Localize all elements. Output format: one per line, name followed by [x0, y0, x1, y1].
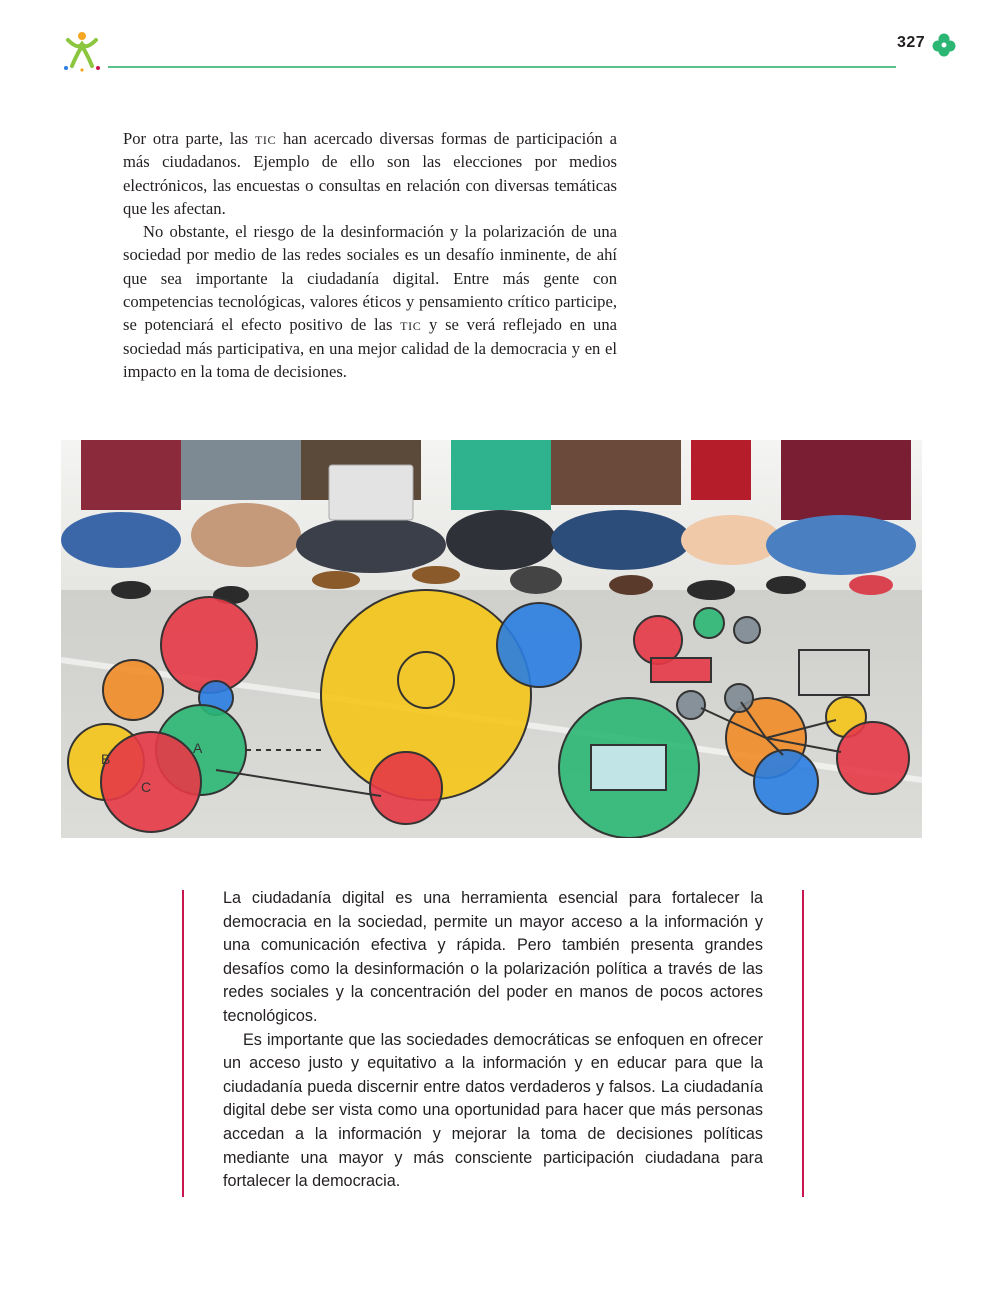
body-text — [123, 127, 617, 383]
svg-text:A: A — [193, 740, 203, 756]
callout-text — [223, 887, 763, 1194]
body-paragraph — [123, 127, 617, 220]
body-text-run: y se verá reflejado en una sociedad más participativa, en una mejor calidad de la democracia y en el impacto en la toma de decisiones. — [123, 315, 617, 381]
body-text-run: No obstante, el riesgo de la desinformación y la polarización de una sociedad por medio de las redes sociales es un desafío inminente, de ahí que sea importante la ciudadanía digital. Entre más gente con competencias tecnológicas, valores éticos y pensamiento crítico participe, se potenciará el efecto positivo de las — [123, 222, 617, 335]
green-clover-icon — [931, 32, 957, 58]
page-number: 327 — [897, 34, 926, 51]
callout-paragraph: Es importante que las sociedades democráticas se enfoquen en ofrecer un acceso justo y equitativo a la información y en educar para que la ciudadanía pueda discernir entre datos verdaderos y falsos. La ciudadanía digital debe ser vista como una oportunidad para hacer que más personas accedan a la información y mejorar la toma de decisiones políticas mediante una mayor y más consciente participación ciudadana para fortalecer la democracia. — [223, 1030, 763, 1191]
tic-acronym: tic — [254, 129, 277, 148]
callout-left-bar — [182, 890, 184, 1197]
svg-text:B: B — [101, 751, 111, 767]
people-with-devices-photo — [61, 440, 922, 838]
callout-paragraph: La ciudadanía digital es una herramienta esencial para fortalecer la democracia en la sociedad, permite un mayor acceso a la información y una comunicación efectiva y rápida. Pero también presenta grandes desafíos como la desinformación o la polarización política a través de las redes sociales y la concentración del poder en manos de pocos actores tecnológicos. — [223, 889, 763, 1025]
svg-text:C: C — [141, 779, 152, 795]
dancing-figure-logo-icon — [60, 30, 104, 74]
body-paragraph — [123, 220, 617, 383]
header-rule — [108, 66, 896, 68]
tic-acronym: tic — [400, 315, 422, 335]
body-text-run: Por otra parte, las — [123, 129, 255, 148]
body-text-run: han acercado diversas formas de participación a más ciudadanos. Ejemplo de ello son las elecciones por medios electrónicos, las encuestas o consultas en relación con diversas temáticas que les afectan. — [123, 129, 617, 218]
callout-right-bar — [802, 890, 804, 1197]
